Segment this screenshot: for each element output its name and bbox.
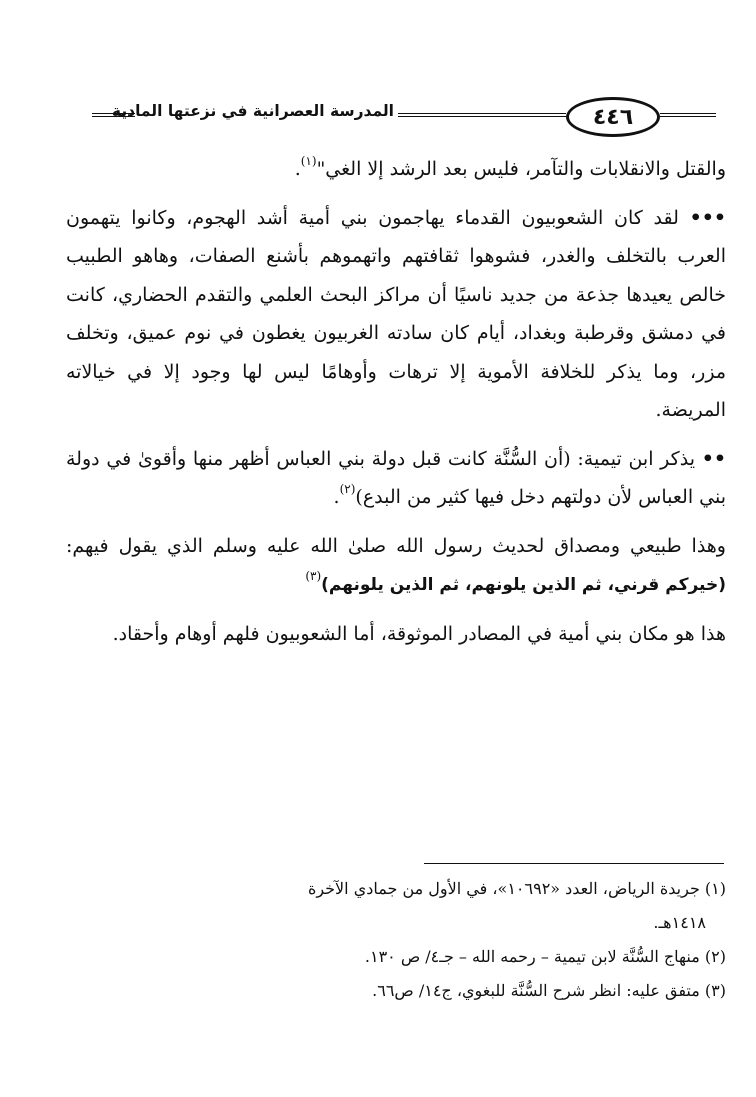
bullet-marker: •••: [689, 206, 726, 229]
paragraph-4-text: وهذا طبيعي ومصداق لحديث رسول الله صلىٰ الله عليه وسلم الذي يقول فيهم:: [66, 534, 726, 557]
paragraph-1-text: والقتل والانقلابات والتآمر، فليس بعد الرشد إلا الغي": [316, 158, 726, 180]
paragraph-3: [66, 440, 726, 517]
footnote-3: (٣) متفق عليه: انظر شرح السُّنَّة للبغوي، ج١٤/ ص٦٦.: [372, 981, 726, 1000]
footnote-1-continuation: ١٤١٨هـ.: [653, 913, 706, 932]
header-rule-right: [660, 113, 716, 117]
page-header: [0, 0, 756, 140]
footnotes: [66, 872, 726, 1008]
paragraph-2-text: لقد كان الشعوبيون القدماء يهاجمون بني أمية أشد الهجوم، وكانوا يتهمون العرب بالتخلف والغدر، فشوهوا ثقافتهم واتهموهم بأشنع الصفات، وهاهو الطبيب خالص يعيدها جذعة من جديد ناسيًا أن مراكز البحث العلمي والتقدم الحضاري، كانت في دمشق وقرطبة وبغداد، أيام كان سادته الغربيون يغطون في نوم عميق، وتخلف مزر، وما يذكر للخلافة الأموية إلا ترهات وأوهامًا ليس لها وجود إلا في خيالاته المريضة.: [66, 206, 726, 421]
footnote-separator: [424, 863, 724, 864]
paragraph-1: [66, 150, 726, 189]
paragraph-3-end: .: [333, 486, 340, 508]
paragraph-4: [66, 527, 726, 605]
footnote-ref-1: (١): [300, 154, 317, 168]
footnote-ref-2: (٢): [339, 482, 356, 496]
body-text: [66, 150, 726, 653]
header-rule-middle: [398, 113, 566, 117]
bullet-marker: ••: [701, 447, 726, 470]
running-title: المدرسة العصرانية في نزعتها المادية: [111, 102, 394, 120]
paragraph-2: [66, 199, 726, 430]
hadith-quote: (خيركم قرني، ثم الذين يلونهم، ثم الذين يلونهم): [321, 575, 726, 595]
page-number: ٤٤٦: [566, 97, 660, 137]
footnote-ref-3: (٣): [305, 569, 322, 583]
paragraph-5: هذا هو مكان بني أمية في المصادر الموثوقة، أما الشعوبيون فلهم أوهام وأحقاد.: [112, 622, 726, 645]
footnote-2: (٢) منهاج السُّنَّة لابن تيمية – رحمه الله – جـ٤/ ص ١٣٠.: [364, 947, 726, 966]
paragraph-1-end: .: [294, 158, 301, 180]
paragraph-3-text: يذكر ابن تيمية: (أن السُّنَّة كانت قبل دولة بني العباس أظهر منها وأقوىٰ في دولة بني العباس لأن دولتهم دخل فيها كثير من البدع): [66, 447, 726, 508]
footnote-1: (١) جريدة الرياض، العدد «١٠٦٩٢»، في الأول من جمادي الآخرة: [307, 879, 726, 898]
header-rule-left: [92, 113, 135, 117]
